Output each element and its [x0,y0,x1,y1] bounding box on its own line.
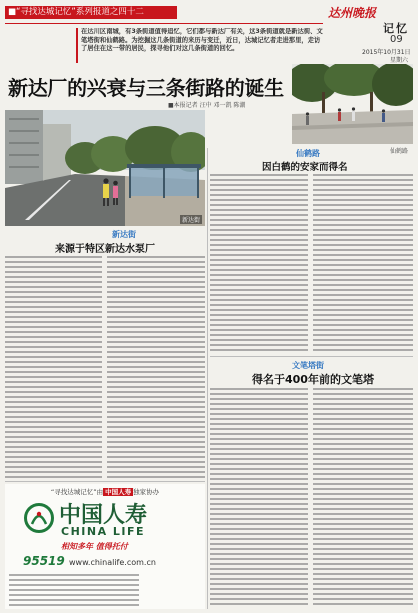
ad-divider [5,481,205,482]
section-divider [210,356,413,357]
header-rule [5,23,323,24]
headline: 新达厂的兴衰与三条街路的诞生 [8,76,284,100]
byline: ■本报记者 汪中 邓一凯 陈潮 [168,102,246,109]
xianhe-body-column-2 [313,174,413,353]
bus-shelter [127,164,201,198]
china-life-emblem-icon [23,502,55,534]
xinda-body-column-2 [107,256,205,478]
xianhe-body-column-1 [210,174,308,353]
brand-name-cn: 中国人寿 [59,502,148,528]
wenbita-body-column-1 [210,388,308,608]
wenbita-body-column-2 [313,388,413,608]
brand-url: www.chinalife.com.cn [69,558,156,567]
issue-weekday: 星期六 [390,57,409,64]
xinda-body-column-1 [5,256,102,478]
series-banner: ■“寻找达城记忆”系列报道之四十二 [5,6,177,19]
sponsor-suffix: 独家协办 [133,488,160,496]
brand-slogan: 相知多年 值得托付 [61,542,128,551]
sponsor-highlight: 中国人寿 [105,488,132,496]
xinda-section-label: 新达街 [112,230,136,239]
xianhe-section-title: 因白鹤的安家而得名 [262,162,348,173]
brand-name-en: CHINA LIFE [61,525,146,538]
column-divider [207,148,208,609]
wenbita-section-title: 得名于400年前的文笔塔 [252,373,374,386]
credits-text [9,574,139,606]
service-hotline: 95519 [23,554,65,568]
xinda-section-title: 来源于特区新达水泵厂 [55,244,155,255]
xianhe-photo-caption: 仙鹤路 [390,148,409,155]
newspaper-logo: 达州晚报 [328,6,377,20]
sponsor-line [5,487,205,496]
issue-date: 2015年10月31日 [362,49,411,56]
sponsor-prefix: “寻找达城记忆”由 [50,488,104,496]
xianhe-road-photo [292,64,413,144]
sponsor-ad [5,484,205,609]
page-number: 09 [390,34,403,45]
xinda-street-photo [5,110,205,226]
section-name: 记忆 [383,22,409,35]
intro-paragraph: 在达川区南城，有3条街道值得追忆，它们都与新达厂有关，这3条街道就是新达街、文笔塔街和仙鹤路。为挖掘这几条街道的来历与变迁，近日，达城记忆者走进那里，走访了居住在这一带的居民，探寻他们对这几条街道的回忆。 [76,28,326,63]
xianhe-section-label: 仙鹤路 [296,149,320,158]
wenbita-section-label: 文笔塔街 [292,361,324,370]
xinda-photo-caption: 新达街 [181,217,200,224]
